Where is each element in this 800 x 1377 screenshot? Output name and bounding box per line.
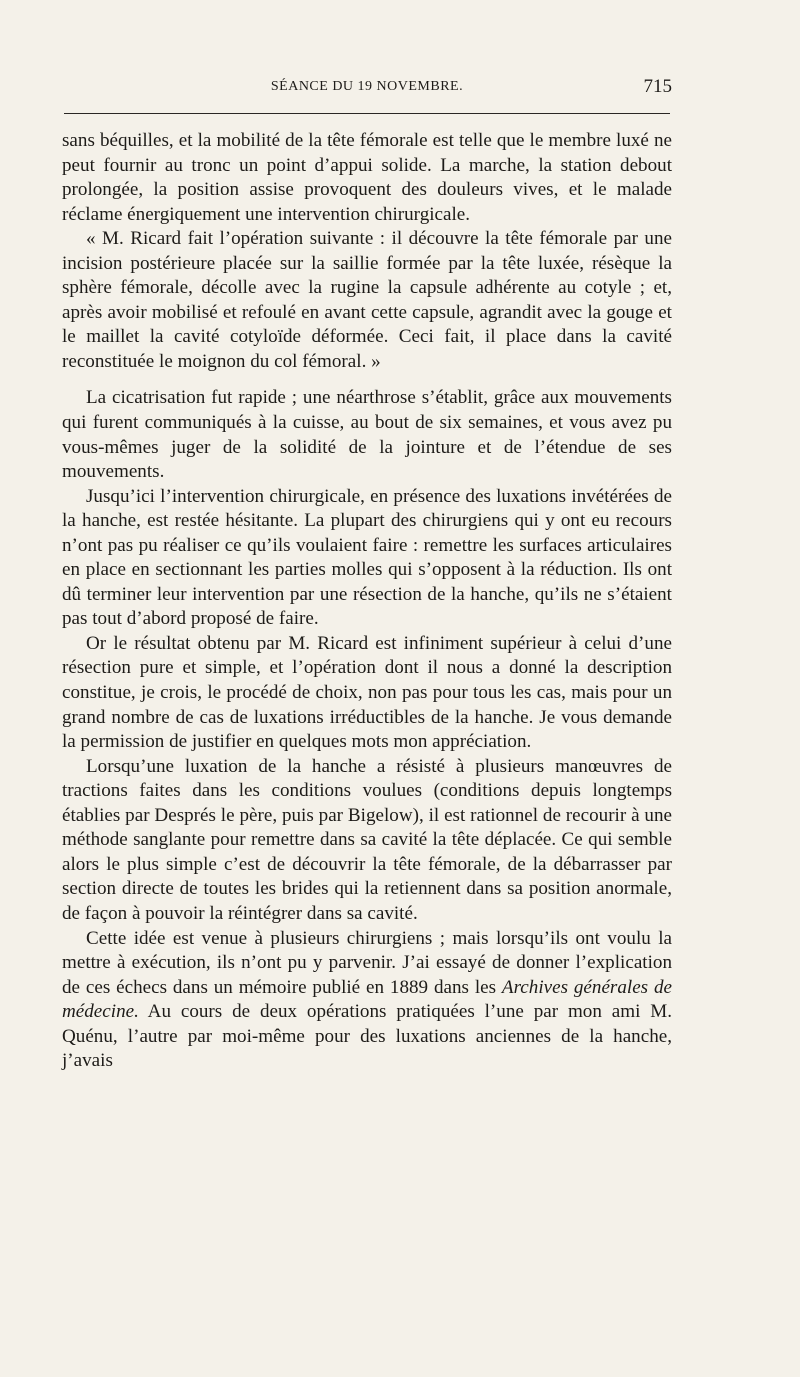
running-title-text: SÉANCE DU 19 NOVEMBRE. — [270, 79, 464, 94]
paragraph: Or le résultat obtenu par M. Ricard est infiniment supérieur à celui d’une résection pure et simple, et l’opération dont il nous a donné la description constitue, je crois, le procédé de choix, non pas pour tous les cas, mais pour un grand nombre de cas de luxations irréductibles de la hanche. Je vous demande la permission de justifier en quelques mots mon appréciation. — [62, 632, 672, 753]
paragraph: La cicatrisation fut rapide ; une néarthrose s’établit, grâce aux mouvements qui furent communiqués à la cuisse, au bout de six semaines, et vous avez pu vous-mêmes juger de la solidité de la jointure et de l’étendue de ses mouvements. — [62, 387, 672, 483]
page-number: 715 — [643, 76, 672, 97]
paragraph-continuation: sans béquilles, et la mobilité de la tête fémorale est telle que le membre luxé ne peut fournir au tronc un point d’appui solide. La marche, la station debout prolongée, la position assise provoquent des douleurs vives, et le malade réclame énergiquement une intervention chirurgicale. — [62, 130, 672, 225]
paragraph: Lorsqu’une luxation de la hanche a résisté à plusieurs manœuvres de tractions faites dans les conditions voulues (conditions depuis longtemps établies par Després le père, puis par Bigelow), il est rationnel de recourir à une méthode sanglante pour remettre dans sa cavité la tête déplacée. Ce qui semble alors le plus simple c’est de découvrir la tête fémorale, de la débarrasser par section directe de toutes les brides qui la retiennent dans sa position anormale, de façon à pouvoir la réintégrer dans sa cavité. — [62, 755, 672, 924]
journal-citation: Archives générales de médecine. — [62, 976, 672, 1023]
paragraph-with-citation — [62, 927, 672, 1074]
running-title — [62, 79, 672, 95]
text-span: Au cours de deux opérations pratiquées l’une par mon ami M. Quénu, l’autre par moi-même pour des luxations anciennes de la hanche, j’avais — [62, 1001, 672, 1072]
text-span: Cette idée est venue à plusieurs chirurgiens ; mais lorsqu’ils ont voulu la mettre à exécution, ils n’ont pu y parvenir. J’ai essayé de donner l’explication de ces échecs dans un mémoire publié en 1889 dans les — [62, 927, 672, 998]
paragraph: Jusqu’ici l’intervention chirurgicale, en présence des luxations invétérées de la hanche, est restée hésitante. La plupart des chirurgiens qui y ont eu recours n’ont pas pu réaliser ce qu’ils voulaient faire : remettre les surfaces articulaires en place en sectionnant les parties molles qui s’opposent à la réduction. Ils ont dû terminer leur intervention par une résection de la hanche, qu’ils ne s’étaient pas tout d’abord proposé de faire. — [62, 485, 672, 630]
paragraph-quote: « M. Ricard fait l’opération suivante : il découvre la tête fémorale par une incision postérieure placée sur la saillie formée par la tête luxée, résèque la sphère fémorale, décolle avec la rugine la capsule adhérente au cotyle ; et, après avoir mobilisé et refoulé en avant cette capsule, agrandit avec la gouge et le maillet la cavité cotyloïde déformée. Ceci fait, il place dans la cavité reconstituée le moignon du col fémoral. » — [62, 228, 672, 372]
header-rule — [64, 113, 670, 114]
running-head — [62, 76, 672, 100]
body-text — [62, 129, 672, 1074]
